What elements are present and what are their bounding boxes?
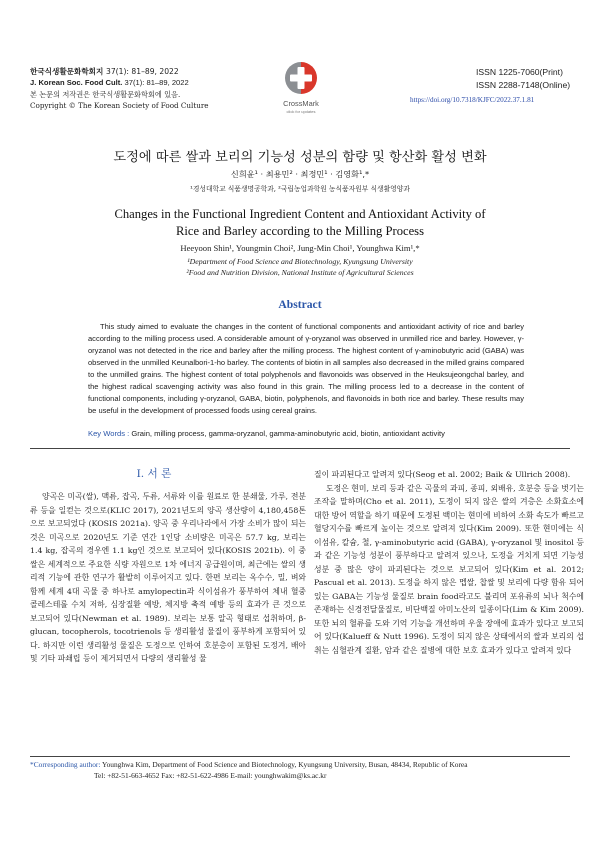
article-title-ko: 도정에 따른 쌀과 보리의 기능성 성분의 함량 및 항산화 활성 변화 bbox=[113, 150, 487, 165]
copyright-notice-ko: 본 논문의 저작권은 한국식생활문화학회에 있음. bbox=[30, 90, 181, 99]
issn-print: ISSN 1225-7060(Print) bbox=[476, 67, 563, 77]
keywords bbox=[88, 429, 528, 438]
section-divider bbox=[30, 448, 570, 449]
affiliation-en-1: ¹Department of Food Science and Biotechnology, Kyungsung University bbox=[187, 257, 413, 266]
corresponding-author-footnote bbox=[30, 759, 570, 781]
crossmark-badge[interactable] bbox=[275, 60, 327, 120]
crossmark-icon bbox=[275, 60, 327, 120]
paragraph-continued: 질이 파괴된다고 알려져 있다(Seog et al. 2002; Baik & Ullrich 2008). bbox=[314, 470, 571, 479]
footnote-line-1: Younghwa Kim, Department of Food Science and Biotechnology, Kyungsung University, Busan, 48434, Republic of Korea bbox=[101, 760, 468, 769]
copyright-line: Copyright © The Korean Society of Food Culture bbox=[30, 101, 209, 110]
section-heading-introduction: I. 서 론 bbox=[136, 468, 172, 480]
journal-title-en bbox=[30, 78, 189, 87]
title-en-line-2: Rice and Barley according to the Milling Process bbox=[176, 223, 424, 238]
journal-name-ko: 한국식생활문화학회지 bbox=[30, 67, 104, 76]
footnote-divider bbox=[30, 756, 570, 757]
journal-volume-ko: 37(1): 81–89, 2022 bbox=[106, 67, 179, 76]
affiliation-ko: ¹경성대학교 식품생명공학과, ²국립농업과학원 농식품자원부 식생활영양과 bbox=[190, 185, 410, 193]
footnote-label: *Corresponding author: bbox=[30, 760, 101, 769]
authors-en: Heeyoon Shin¹, Youngmin Choi², Jung-Min Choi¹, Younghwa Kim¹,* bbox=[180, 243, 420, 253]
title-en-line-1: Changes in the Functional Ingredient Content and Antioxidant Activity of bbox=[114, 207, 486, 221]
article-title-en bbox=[0, 206, 600, 239]
abstract-body: This study aimed to evaluate the changes in the content of functional components and antioxidant activity of rice and barley according to the milling process used. A considerable amount of γ-oryzanol was observed in unmilled rice and barley. However, γ-oryzanol was not detected in the rice and barley after the milling process. The highest content of γ-aminobutyric acid (GABA) was observed in the unmilled Keunalbori-1-ho barley. The contents of biotin in all samples also decreased in the milled grains compared to the unmilled grains. The highest content of total polyphenols and flavonoids was observed in the Heuksujeongchal barley, and the highest radical scavenging activity was also found in this grain. The milling process led to a decrease in the content of functional components, including γ-oryzanol, GABA, biotin, polyphenols, and flavonoids in both rice and barley. These results may be useful in the development of processed foods using cereal grains. bbox=[88, 322, 524, 416]
journal-volume-en: 37(1): 81–89, 2022 bbox=[124, 78, 189, 87]
affiliation-en bbox=[0, 256, 600, 278]
keywords-label: Key Words : bbox=[88, 429, 130, 438]
journal-name-en: J. Korean Soc. Food Cult. bbox=[30, 78, 123, 87]
journal-title-ko bbox=[30, 66, 179, 77]
doi-link[interactable]: https://doi.org/10.7318/KJFC/2022.37.1.81 bbox=[410, 96, 535, 104]
authors-ko: 신희윤¹ · 최용민² · 최정민¹ · 김영화¹,* bbox=[230, 169, 370, 179]
affiliation-en-2: ²Food and Nutrition Division, National Institute of Agricultural Sciences bbox=[186, 268, 414, 277]
body-column-left bbox=[30, 490, 306, 666]
crossmark-sublabel: click for updates bbox=[286, 109, 316, 114]
paragraph: 도정은 현미, 보리 등과 같은 곡물의 과피, 종피, 외배유, 호분층 등을 벗기는 조작을 말하며(Cho et al. 2011), 도정이 되지 않은 쌀의 겨층은 소화효소에 대한 방어 역할을 하기 때문에 도정된 백미는 현미에 비하여 소화 속도가 빠르고 혈당지수를 빠르게 높이는 것으로 알려져 있다(Kim 2009). 또한 현미에는 식이섬유, 칼슘, 철, γ-aminobutyric acid (GABA), γ-oryzanol 및 inositol 등과 같은 기능성 성분이 풍부하다고 알려져 있으나, 도정을 거치게 되면 기능성 성분 중 많은 양이 파괴된다는 것으로 보고되어 있다(Kim et al. 2012; Pascual et al. 2013). 도정을 하지 않은 멥쌀, 찹쌀 및 보리에 다량 함유 되어 있는 GABA는 기능성 물질로 brain food라고도 불리며 포유류의 뇌나 척수에 존재하는 신경전달물질로, 비단백질 아미노산의 일종이다(Lim & Kim 2009). 또한 뇌의 혈류를 도와 기억 기능을 개선하며 우울 장애에 효과가 있다고 보고되어 있다(Kalueff & Nutt 1996). 도정이 되지 않은 상태에서의 쌀과 보리의 섭취는 심혈관계 질환, 암과 같은 질병에 대한 보호 효과가 있다고 알려져 있다 bbox=[314, 483, 584, 655]
crossmark-label: CrossMark bbox=[283, 99, 319, 108]
body-column-right bbox=[314, 468, 584, 657]
abstract-heading: Abstract bbox=[278, 298, 322, 311]
paragraph: 양곡은 미곡(쌀), 맥류, 잡곡, 두류, 서류와 이를 원료로 한 분쇄물, 가루, 전분류 등을 일컫는 것으로(KLIC 2017), 2021년도의 양곡 생산량이 4,180,458톤으로 보고되었다 (KOSIS 2021a). 양곡 중 우리나라에서 가장 소비가 많이 되는 것은 미곡으로 2020년도 기준 연간 1인당 소비량은 미곡은 57.7 kg, 보리는 1.4 kg, 잡곡의 경우엔 1.1 kg인 것으로 보고되어 있다(KOSIS 2021b). 이 중 쌀은 세계적으로 주요한 식량 자원으로 1차 에너지 공급원이며, 최근에는 쌀의 생리적 기능에 관한 연구가 활발히 이루어지고 있다. 한편 보리는 옥수수, 밀, 벼와 함께 세계 4대 곡물 중 하나로 amylopectin과 식이섬유가 풍부하여 체내 혈중 콜레스테롤 수치 저하, 심장질환 예방, 체지방 축적 예방 등의 효과가 큰 것으로 보고되어 있다(Newman et al. 1989). 보리는 보통 알곡 형태로 섭취하며, β-glucan, tocopherols, tocotrienols 등 생리활성 물질이 풍부하게 포함되어 있다. 하지만 이런 생리활성 물질은 도정으로 인하여 호분층이 포함된 도정겨, 배아 및 기타 파쇄립 등이 제거되면서 다량의 생리활성 물 bbox=[30, 492, 306, 663]
keywords-list: Grain, milling process, gamma-oryzanol, gamma-aminobutyric acid, biotin, antioxidant activity bbox=[131, 429, 445, 438]
issn-online: ISSN 2288-7148(Online) bbox=[476, 80, 571, 90]
footnote-line-2: Tel: +82-51-663-4652 Fax: +82-51-622-4986 E-mail: younghwakim@ks.ac.kr bbox=[94, 771, 327, 780]
